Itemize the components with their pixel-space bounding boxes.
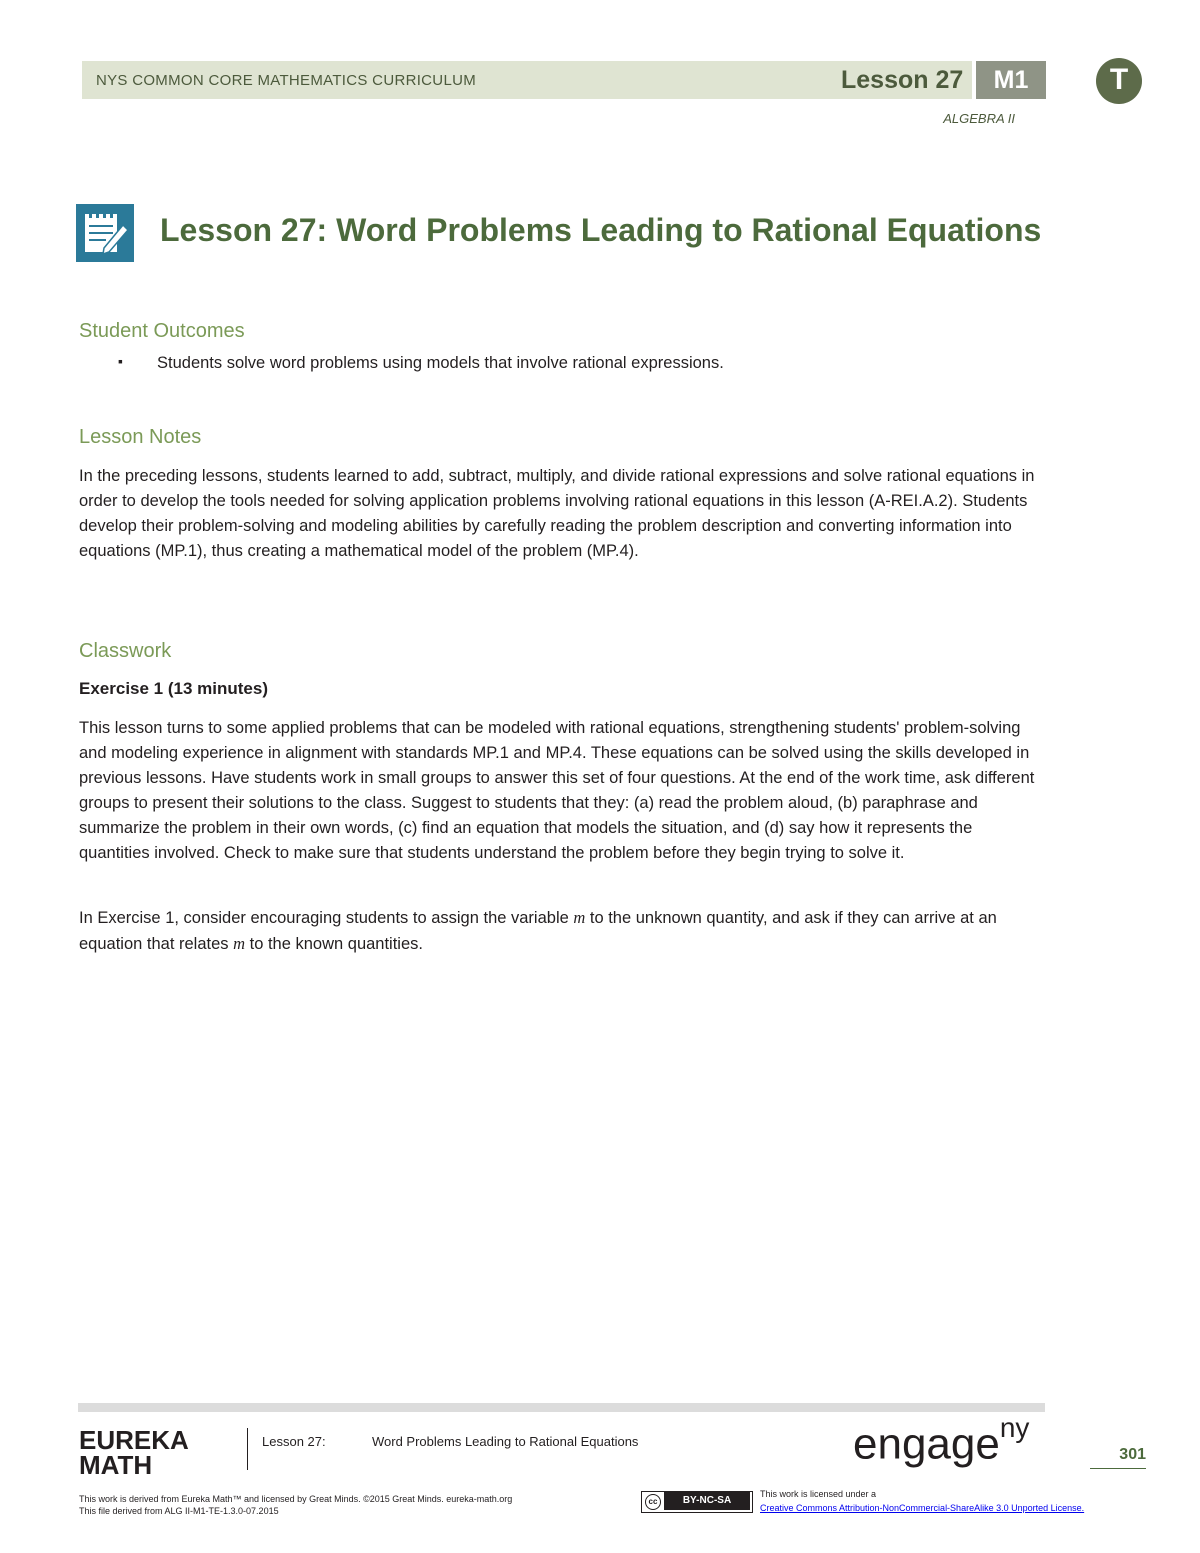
engageny-logo [853,1412,1030,1470]
classwork-heading: Classwork [79,640,172,662]
paragraph-text: to the unknown quantity, and ask if they can arrive at an equation that relates [79,909,997,953]
student-outcomes-heading: Student Outcomes [79,320,245,342]
eureka-logo-line2: MATH [79,1450,153,1480]
footer-divider [247,1428,248,1470]
page-number-rule [1090,1468,1146,1469]
footer-rule [78,1403,1045,1412]
student-outcome-item: Students solve word problems using models that involve rational expressions. [157,354,724,372]
footer-lesson-title: Word Problems Leading to Rational Equations [372,1434,639,1449]
exercise-paragraph [79,905,1041,957]
bullet-icon: ▪ [118,353,123,369]
license-notice: This work is licensed under a [760,1489,877,1499]
cc-icon: cc [645,1494,661,1510]
ny-text: ny [999,1412,1030,1443]
lesson-notes-body: In the preceding lessons, students learned to add, subtract, multiply, and divide rational expressions and solve rational equations in order to develop the tools needed for solving application problems involving rational equations in this lesson (A-REI.A.2). Students develop their problem-solving and modeling abilities by carefully reading the problem description and converting information into equations (MP.1), thus creating a mathematical model of the problem (MP.4). [79,467,1035,560]
page-title: Lesson 27: Word Problems Leading to Rational Equations [160,212,1042,248]
subject-label: ALGEBRA II [943,111,1015,126]
footer-lesson-label: Lesson 27: [262,1434,326,1449]
classwork-paragraph: This lesson turns to some applied problems that can be modeled with rational equations, strengthening students' problem-solving and modeling experience in alignment with standards MP.1 and MP.4. These equations can be solved using the skills developed in previous lessons. Have students work in small groups to answer this set of four questions. At the end of the work time, ask different groups to present their solutions to the class. Suggest to students that they: (a) read the problem aloud, (b) paraphrase and summarize the problem in their own words, (c) find an equation that models the situation, and (d) say how it represents the quantities involved. Check to make sure that students understand the problem before they begin trying to solve it. [79,719,1035,862]
derived-notice: This work is derived from Eureka Math™ and licensed by Great Minds. ©2015 Great Minds. eureka-math.org [79,1494,513,1504]
notepad-pencil-icon [76,204,134,262]
teacher-badge-letter: T [1109,63,1129,96]
eureka-logo-line1: EUREKA [79,1425,189,1455]
module-label: M1 [993,66,1029,94]
curriculum-name: NYS COMMON CORE MATHEMATICS CURRICULUM [96,72,477,89]
header-lesson: Lesson 27 [841,66,964,94]
lesson-notes-heading: Lesson Notes [79,426,202,448]
math-variable: m [233,934,246,953]
math-variable: m [573,908,586,927]
license-link[interactable]: Creative Commons Attribution-NonCommercial-ShareAlike 3.0 Unported License. [760,1503,1085,1513]
exercise-heading: Exercise 1 (13 minutes) [79,679,268,698]
file-notice: This file derived from ALG II-M1-TE-1.3.0-07.2015 [79,1506,279,1516]
engage-text: engage [853,1419,1000,1469]
paragraph-text: to the known quantities. [245,935,423,953]
cc-badge-label: BY-NC-SA [664,1492,750,1510]
page-number: 301 [1119,1446,1146,1463]
paragraph-text: In Exercise 1, consider encouraging students to assign the variable [79,909,574,927]
